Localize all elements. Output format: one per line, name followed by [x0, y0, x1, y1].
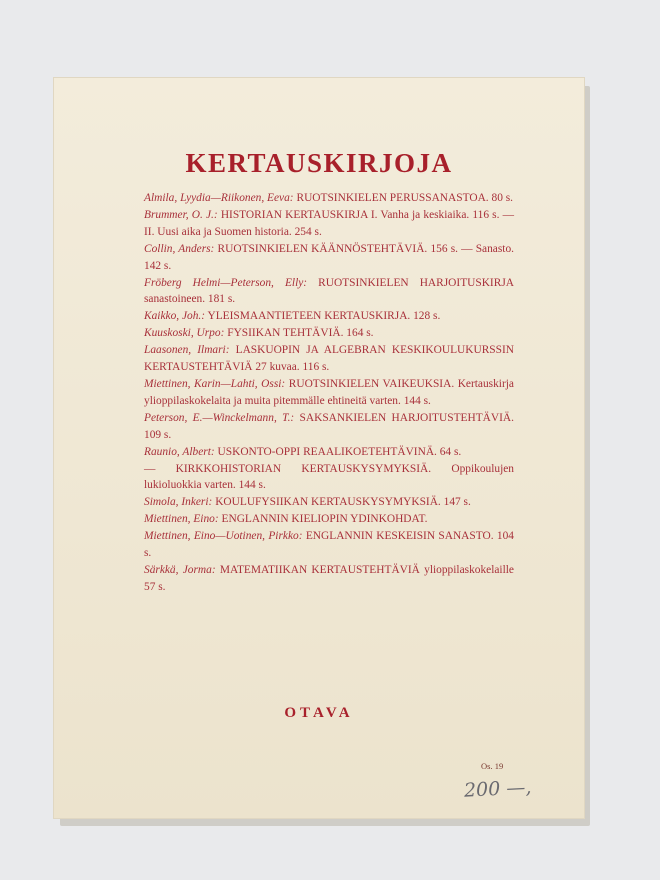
entry-author: Brummer, O. J.: [144, 208, 218, 221]
entry-author: Miettinen, Karin—Lahti, Ossi: [144, 377, 286, 390]
list-item [144, 342, 514, 376]
entry-text: SAKSANKIELEN HARJOITUSTEHTÄVIÄ. 109 s. [144, 411, 514, 441]
entry-dash: — [144, 462, 156, 475]
entry-author: Laasonen, Ilmari: [144, 344, 230, 357]
list-item [144, 308, 514, 325]
entry-author: Kuuskoski, Urpo: [144, 327, 225, 340]
entry-text: RUOTSINKIELEN HARJOITUSKIRJA sanastoineen. 181 s. [144, 276, 514, 306]
book-list [144, 190, 514, 596]
entry-text: USKONTO-OPPI REAALIKOETEHTÄVINÄ. 64 s. [217, 445, 462, 458]
entry-text: ENGLANNIN KIELIOPIN YDINKOHDAT. [221, 513, 428, 526]
entry-author: Kaikko, Joh.: [144, 310, 206, 323]
list-item [144, 444, 514, 461]
list-item [144, 528, 514, 562]
list-item [144, 410, 514, 444]
list-item [144, 562, 514, 596]
entry-author: Peterson, E.—Winckelmann, T.: [144, 411, 295, 424]
list-item [144, 511, 514, 528]
entry-author: Särkkä, Jorma: [144, 563, 216, 576]
entry-text: RUOTSINKIELEN VAIKEUKSIA. Kertauskirja ylioppilaskokelaita ja muita pitemmälle ehtineitä varten. 144 s. [144, 377, 514, 407]
print-code: Os. 19 [481, 761, 504, 771]
entry-author: Fröberg Helmi—Peterson, Elly: [144, 276, 308, 289]
list-item [144, 376, 514, 410]
entry-author: Miettinen, Eino—Uotinen, Pirkko: [144, 530, 303, 543]
list-item [144, 207, 514, 241]
entry-author: Almila, Lyydia—Riikonen, Eeva: [144, 192, 294, 204]
entry-author: Raunio, Albert: [144, 445, 215, 458]
list-item [144, 241, 514, 275]
entry-text: RUOTSINKIELEN KÄÄNNÖSTEHTÄVIÄ. 156 s. — Sanasto. 142 s. [144, 242, 514, 272]
page-title: KERTAUSKIRJOJA [185, 148, 453, 178]
entry-text: ENGLANNIN KESKEISIN SANASTO. 104 s. [144, 530, 514, 560]
handwritten-price-note: 200 —, [463, 776, 532, 802]
list-item [144, 325, 514, 342]
entry-author: Collin, Anders: [144, 242, 215, 255]
list-item [144, 494, 514, 511]
book-back-cover [54, 78, 584, 818]
list-item [144, 275, 514, 309]
entry-text: LASKUOPIN JA ALGEBRAN KESKIKOULUKURSSIN KERTAUSTEHTÄVIÄ 27 kuvaa. 116 s. [144, 344, 514, 374]
entry-text: FYSIIKAN TEHTÄVIÄ. 164 s. [227, 327, 374, 340]
entry-text: KOULUFYSIIKAN KERTAUSKYSYMYKSIÄ. 147 s. [215, 496, 471, 509]
list-item [144, 190, 514, 207]
entry-author: Simola, Inkeri: [144, 496, 213, 509]
entry-text: MATEMATIIKAN KERTAUSTEHTÄVIÄ ylioppilaskokelaille 57 s. [144, 563, 514, 593]
entry-text: HISTORIAN KERTAUSKIRJA I. Vanha ja keskiaika. 116 s. — II. Uusi aika ja Suomen historia. 254 s. [144, 208, 514, 238]
list-item [144, 461, 514, 495]
entry-text: RUOTSINKIELEN PERUSSANASTOA. 80 s. [296, 192, 514, 204]
entry-text: KIRKKOHISTORIAN KERTAUSKYSYMYKSIÄ. Oppikoulujen lukioluokkia varten. 144 s. [144, 462, 514, 492]
entry-text: YLEISMAANTIETEEN KERTAUSKIRJA. 128 s. [207, 310, 441, 323]
entry-author: Miettinen, Eino: [144, 513, 219, 526]
publisher-name: OTAVA [284, 705, 354, 721]
